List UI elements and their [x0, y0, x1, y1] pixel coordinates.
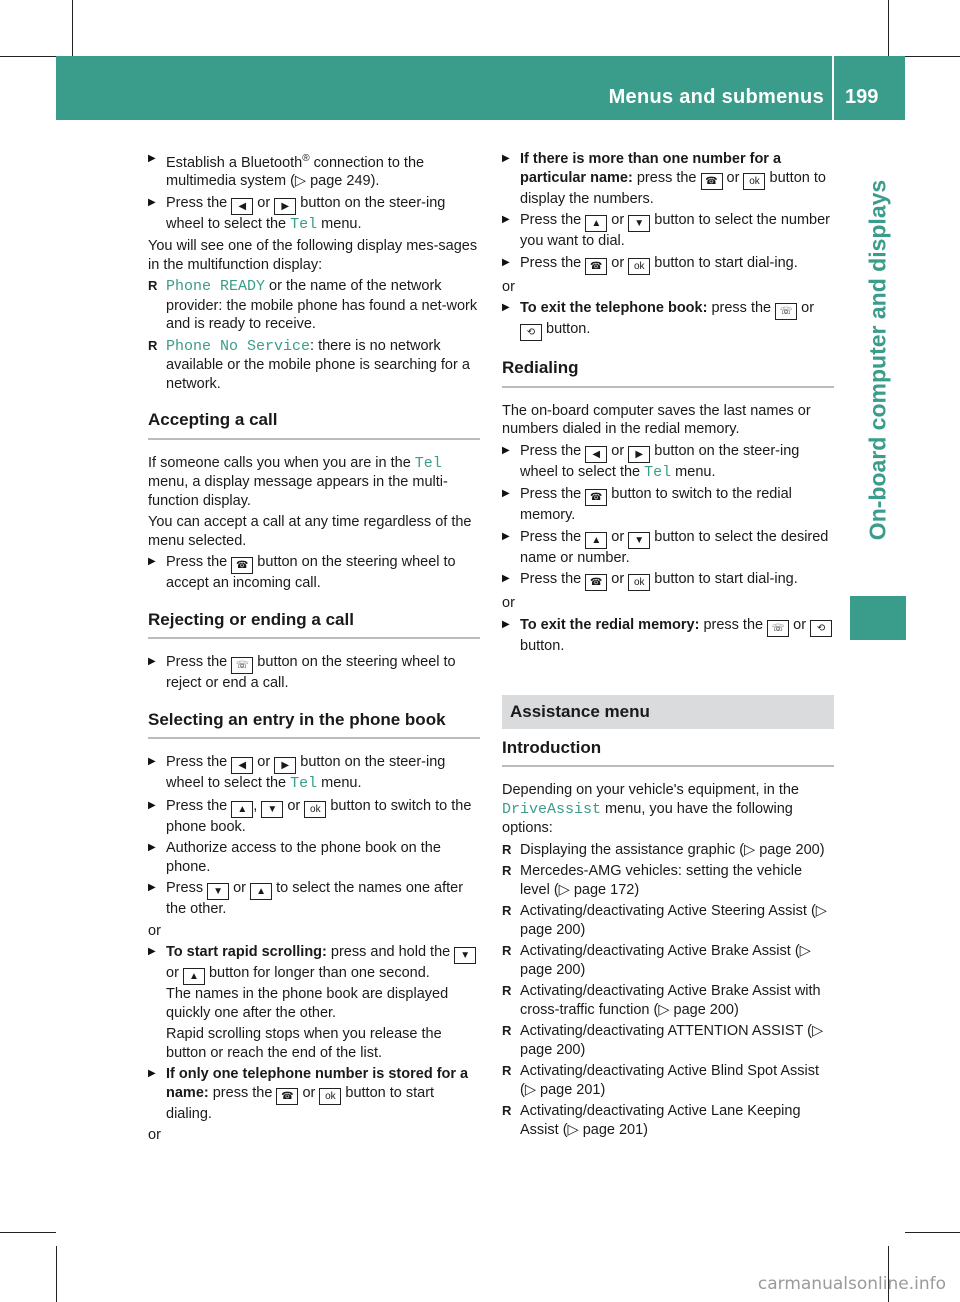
down-button-icon: ▼: [261, 801, 283, 818]
left-column: [148, 150, 480, 1148]
page-ref-arrow-icon: ▷: [294, 173, 307, 190]
section-banner: Assistance menu: [502, 695, 834, 729]
paragraph: Depending on your vehicle's equipment, in the DriveAssist menu, you have the following options:: [502, 782, 799, 836]
or-text: or: [502, 278, 515, 295]
ok-button-icon: ok: [743, 173, 765, 190]
step: ▶ Press the ▲ or ▼ button to select the desired name or number.: [502, 528, 834, 568]
or-text: or: [148, 922, 161, 939]
phone-accept-icon: ☎: [701, 173, 723, 190]
paragraph: If someone calls you when you are in the Tel menu, a display message appears in the multi-function display.: [148, 454, 448, 509]
crop-mark: [905, 56, 960, 57]
step: ▶ Press the ☎ or ok button to start dial-ing.: [502, 570, 834, 591]
list-item: R Mercedes-AMG vehicles: setting the vehicle level (▷ page 172): [502, 862, 834, 899]
phone-accept-icon: ☎: [585, 574, 607, 591]
or-text: or: [502, 595, 515, 611]
right-arrow-button-icon: ▶: [274, 757, 296, 774]
left-arrow-button-icon: ◀: [231, 757, 253, 774]
up-button-icon: ▲: [585, 532, 607, 549]
section-heading: Redialing: [502, 359, 834, 388]
ok-button-icon: ok: [319, 1088, 341, 1105]
phone-accept-icon: ☎: [585, 489, 607, 506]
chapter-label-text: On-board computer and displays: [864, 179, 891, 541]
crop-mark: [56, 1246, 57, 1302]
step: ▶ To start rapid scrolling: press and hold the ▼ or ▲ button for longer than one second. The names in the phone book are displayed quickly one after the other. Rapid scrolling stops when you release the button or reach the end of the list.: [148, 943, 480, 1062]
step: ▶ If only one telephone number is stored for a name: press the ☎ or ok button to start dialing.: [148, 1065, 480, 1123]
section-heading: Rejecting or ending a call: [148, 611, 480, 640]
step: ▶ Press the ☎ or ok button to start dial-ing.: [502, 254, 834, 275]
phone-end-icon: ☏: [231, 657, 253, 674]
list-item: R Activating/deactivating Active Lane Keeping Assist (▷ page 201): [502, 1102, 834, 1139]
step: ▶ Establish a Bluetooth® connection to the multimedia system (▷ page 249).: [148, 150, 480, 191]
ok-button-icon: ok: [304, 801, 326, 818]
right-arrow-button-icon: ▶: [274, 198, 296, 215]
display-text: Tel: [290, 215, 318, 233]
step: ▶ If there is more than one number for a particular name: press the ☎ or ok button to display the numbers.: [502, 150, 834, 208]
ok-button-icon: ok: [628, 258, 650, 275]
step: ▶ Press the ☎ button to switch to the redial memory.: [502, 485, 834, 525]
header-divider: [832, 56, 834, 120]
phone-accept-icon: ☎: [231, 557, 253, 574]
down-button-icon: ▼: [207, 883, 229, 900]
crop-mark: [888, 0, 889, 56]
chapter-label: [850, 120, 906, 600]
paragraph: You can accept a call at any time regardless of the menu selected.: [148, 514, 472, 549]
phone-end-icon: ☏: [775, 303, 797, 320]
page-title: Menus and submenus: [608, 86, 824, 108]
up-button-icon: ▲: [585, 215, 607, 232]
list-item: R Phone READY or the name of the network provider: the mobile phone has found a net-work and is ready to receive.: [148, 277, 480, 334]
step: ▶ To exit the redial memory: press the ☏ or ⟲ button.: [502, 616, 834, 656]
step: ▶ Authorize access to the phone book on the phone.: [148, 839, 480, 876]
paragraph: The on-board computer saves the last names or numbers dialed in the redial memory.: [502, 402, 811, 437]
list-item: R Activating/deactivating Active Steering Assist (▷ page 200): [502, 902, 834, 939]
list-item: R Phone No Service: there is no network available or the mobile phone is searching for a network.: [148, 337, 480, 394]
phone-accept-icon: ☎: [585, 258, 607, 275]
down-button-icon: ▼: [628, 215, 650, 232]
step: ▶ Press the ▲ , ▼ or ok button to switch to the phone book.: [148, 797, 480, 837]
list-item: R Displaying the assistance graphic (▷ page 200): [502, 841, 834, 860]
chapter-tab: [850, 596, 906, 640]
phone-accept-icon: ☎: [276, 1088, 298, 1105]
step: ▶ Press the ☎ button on the steering wheel to accept an incoming call.: [148, 553, 480, 593]
list-item: R Activating/deactivating Active Blind Spot Assist (▷ page 201): [502, 1062, 834, 1099]
up-button-icon: ▲: [183, 968, 205, 985]
step: ▶ Press ▼ or ▲ to select the names one after the other.: [148, 879, 480, 919]
back-button-icon: ⟲: [520, 324, 542, 341]
up-button-icon: ▲: [231, 801, 253, 818]
or-text: or: [148, 1127, 161, 1144]
step: ▶ Press the ◀ or ▶ button on the steer-ing wheel to select the Tel menu.: [148, 753, 480, 794]
ok-button-icon: ok: [628, 574, 650, 591]
section-heading: Introduction: [502, 739, 834, 768]
step: ▶ Press the ☏ button on the steering wheel to reject or end a call.: [148, 653, 480, 693]
left-arrow-button-icon: ◀: [231, 198, 253, 215]
step: ▶ Press the ▲ or ▼ button to select the number you want to dial.: [502, 211, 834, 251]
list-item: R Activating/deactivating ATTENTION ASSIST (▷ page 200): [502, 1022, 834, 1059]
phone-end-icon: ☏: [767, 620, 789, 637]
crop-mark: [905, 1232, 960, 1233]
down-button-icon: ▼: [454, 947, 476, 964]
section-heading: Selecting an entry in the phone book: [148, 711, 480, 740]
right-arrow-button-icon: ▶: [628, 446, 650, 463]
step: ▶ To exit the telephone book: press the ☏ or ⟲ button.: [502, 299, 834, 341]
page-number: 199: [845, 86, 879, 108]
down-button-icon: ▼: [628, 532, 650, 549]
paragraph: You will see one of the following display mes-sages in the multifunction display:: [148, 238, 478, 273]
crop-mark: [0, 1232, 56, 1233]
crop-mark: [72, 0, 73, 56]
crop-mark: [0, 56, 56, 57]
step: ▶ Press the ◀ or ▶ button on the steer-ing wheel to select the Tel menu.: [148, 194, 480, 235]
list-item: R Activating/deactivating Active Brake Assist with cross-traffic function (▷ page 200): [502, 982, 834, 1019]
up-button-icon: ▲: [250, 883, 272, 900]
watermark: carmanualsonline.info: [757, 1274, 946, 1294]
left-arrow-button-icon: ◀: [585, 446, 607, 463]
back-button-icon: ⟲: [810, 620, 832, 637]
step: ▶ Press the ◀ or ▶ button on the steer-ing wheel to select the Tel menu.: [502, 442, 834, 483]
section-heading: Accepting a call: [148, 411, 480, 440]
list-item: R Activating/deactivating Active Brake Assist (▷ page 200): [502, 942, 834, 979]
right-column: [502, 150, 834, 1142]
